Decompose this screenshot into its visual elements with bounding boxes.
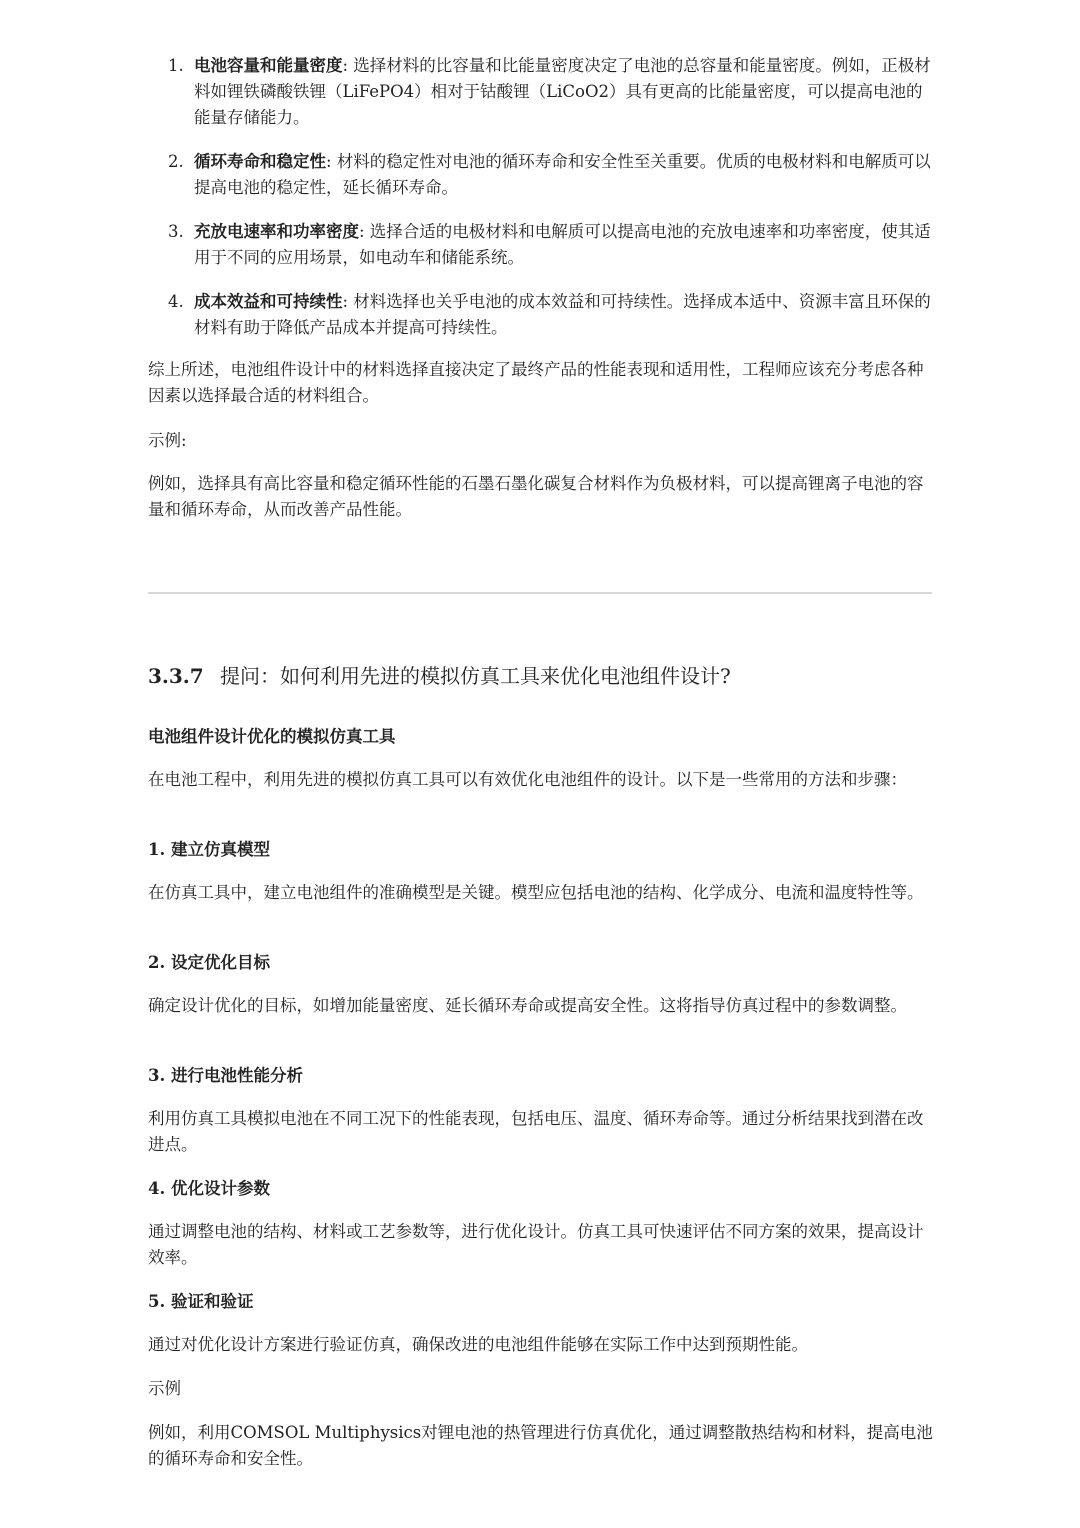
list-item — [148, 219, 934, 271]
document-page — [148, 0, 934, 1468]
list-item — [148, 149, 934, 201]
list-item-text: : 材料的稳定性对电池的循环寿命和安全性至关重要。优质的电极材料和电解质可以提高电池的稳定性，延长循环寿命。 — [194, 152, 931, 197]
list-item-title: 成本效益和可持续性 — [194, 292, 343, 311]
list-item-text: : 选择合适的电极材料和电解质可以提高电池的充放电速率和功率密度，使其适用于不同的应用场景，如电动车和储能系统。 — [194, 222, 931, 267]
step-paragraph: 在仿真工具中，建立电池组件的准确模型是关键。模型应包括电池的结构、化学成分、电流和温度特性等。 — [148, 883, 924, 902]
horizontal-rule — [148, 592, 932, 594]
list-number: 1. — [168, 56, 184, 75]
intro-paragraph: 在电池工程中，利用先进的模拟仿真工具可以有效优化电池组件的设计。以下是一些常用的方法和步骤： — [148, 770, 907, 789]
example-label: 示例 — [148, 1379, 181, 1398]
list-item-title: 充放电速率和功率密度 — [194, 222, 359, 241]
step-paragraph: 确定设计优化的目标，如增加能量密度、延长循环寿命或提高安全性。这将指导仿真过程中的参数调整。 — [148, 996, 907, 1015]
list-number: 4. — [168, 292, 184, 311]
step-heading: 1. 建立仿真模型 — [148, 840, 270, 859]
step-heading: 4. 优化设计参数 — [148, 1179, 270, 1198]
example-paragraph: 例如，利用COMSOL Multiphysics对锂电池的热管理进行仿真优化，通过调整散热结构和材料，提高电池的循环寿命和安全性。 — [148, 1423, 933, 1468]
step-paragraph: 通过调整电池的结构、材料或工艺参数等，进行优化设计。仿真工具可快速评估不同方案的效果，提高设计效率。 — [148, 1222, 924, 1267]
list-item-text: : 选择材料的比容量和比能量密度决定了电池的总容量和能量密度。例如，正极材料如锂铁磷酸铁锂（LiFePO4）相对于钴酸锂（LiCoO2）具有更高的比能量密度，可以提高电池的能量存储能力。 — [194, 56, 931, 127]
example-label: 示例: — [148, 431, 187, 450]
step-heading: 3. 进行电池性能分析 — [148, 1066, 303, 1085]
list-number: 2. — [168, 152, 184, 171]
step-paragraph: 利用仿真工具模拟电池在不同工况下的性能表现，包括电压、温度、循环寿命等。通过分析结果找到潜在改进点。 — [148, 1109, 924, 1154]
step-heading: 5. 验证和验证 — [148, 1292, 254, 1311]
subsection-title: 电池组件设计优化的模拟仿真工具 — [148, 727, 396, 746]
list-item — [148, 289, 934, 341]
example-paragraph: 例如，选择具有高比容量和稳定循环性能的石墨石墨化碳复合材料作为负极材料，可以提高锂离子电池的容量和循环寿命，从而改善产品性能。 — [148, 474, 924, 519]
list-item-title: 电池容量和能量密度 — [194, 56, 343, 75]
section-heading — [148, 661, 731, 691]
list-item-title: 循环寿命和稳定性 — [194, 152, 326, 171]
summary-paragraph: 综上所述，电池组件设计中的材料选择直接决定了最终产品的性能表现和适用性，工程师应该充分考虑各种因素以选择最合适的材料组合。 — [148, 360, 924, 405]
step-paragraph: 通过对优化设计方案进行验证仿真，确保改进的电池组件能够在实际工作中达到预期性能。 — [148, 1335, 808, 1354]
step-heading: 2. 设定优化目标 — [148, 953, 270, 972]
section-title: 提问：如何利用先进的模拟仿真工具来优化电池组件设计? — [220, 664, 731, 688]
list-item — [148, 53, 934, 131]
numbered-list — [148, 53, 934, 341]
list-item-text: : 材料选择也关乎电池的成本效益和可持续性。选择成本适中、资源丰富且环保的材料有助于降低产品成本并提高可持续性。 — [194, 292, 931, 337]
list-number: 3. — [168, 222, 184, 241]
section-number: 3.3.7 — [148, 664, 204, 688]
